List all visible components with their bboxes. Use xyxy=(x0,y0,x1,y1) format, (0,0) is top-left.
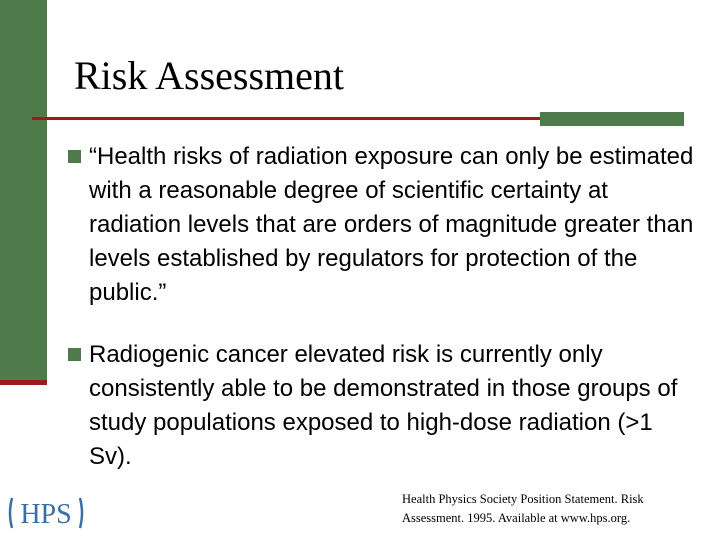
square-bullet-icon xyxy=(68,348,81,361)
slide-title: Risk Assessment xyxy=(74,53,345,98)
left-decorative-bar xyxy=(0,0,47,118)
title-underline-block xyxy=(540,112,684,126)
hps-logo xyxy=(6,492,86,534)
logo-text: HPS xyxy=(20,499,72,530)
bullet-list xyxy=(68,140,698,502)
citation-text: Health Physics Society Position Statement. Risk Assessment. 1995. Available at www.hps.org. xyxy=(402,492,644,525)
left-decorative-bar-lower xyxy=(0,118,47,384)
left-red-accent xyxy=(0,380,47,385)
logo-arc-right xyxy=(80,498,82,528)
bullet-item-radiogenic xyxy=(68,338,698,474)
logo-arc-left xyxy=(10,498,12,528)
bullet-text: Radiogenic cancer elevated risk is currently only consistently able to be demonstrated in those groups of study populations exposed to high-dose radiation (>1 Sv). xyxy=(89,341,678,470)
bullet-item-quote xyxy=(68,140,698,310)
bullet-text: “Health risks of radiation exposure can only be estimated with a reasonable degree of scientific certainty at radiation levels that are orders of magnitude greater than levels established by regulators for protection of the public.” xyxy=(89,143,694,306)
square-bullet-icon xyxy=(68,150,81,163)
